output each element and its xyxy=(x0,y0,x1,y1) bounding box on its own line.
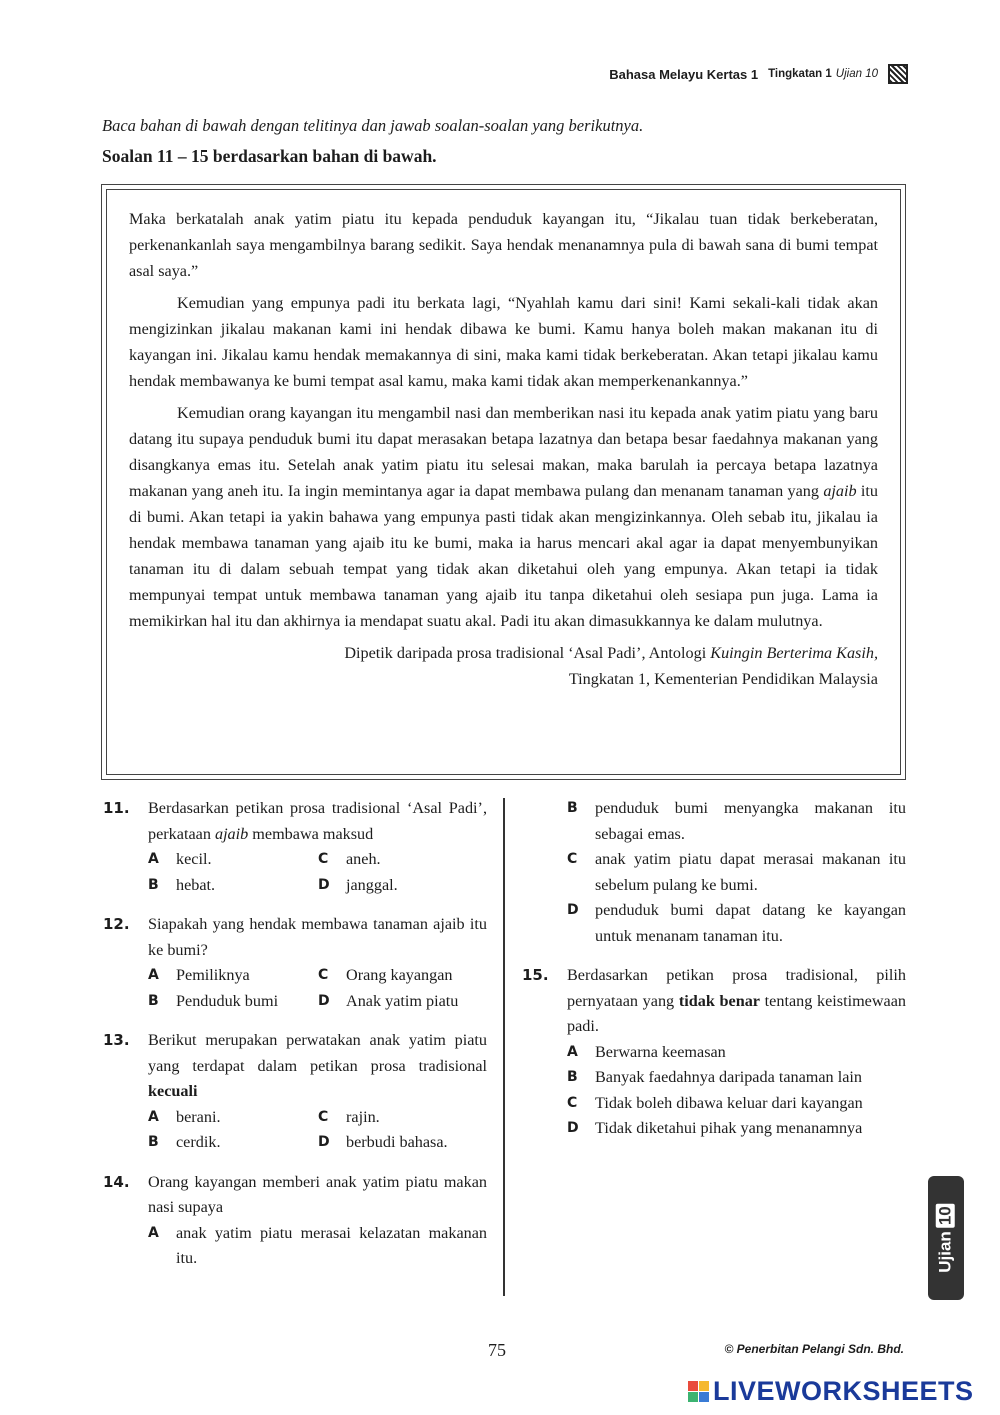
option-text: kecil. xyxy=(176,850,212,868)
option-text: cerdik. xyxy=(176,1133,221,1151)
option-text: janggal. xyxy=(346,875,398,894)
option-d[interactable] xyxy=(567,1116,906,1142)
question-14 xyxy=(103,1170,487,1272)
stem-part: membawa maksud xyxy=(248,824,374,843)
stem-bold: kecuali xyxy=(148,1082,198,1100)
option-c[interactable] xyxy=(318,1105,487,1131)
option-text: anak yatim piatu dapat merasai makanan itu sebelum pulang ke bumi. xyxy=(595,850,906,894)
side-tab-label xyxy=(936,1203,956,1272)
option-a[interactable] xyxy=(567,1040,906,1066)
options xyxy=(148,847,487,898)
column-divider xyxy=(503,798,505,1296)
passage-paragraph-1: Maka berkatalah anak yatim piatu itu kepada penduduk kayangan itu, “Jikalau tuan tidak berkeberatan, perkenankanlah saya mengambilnya barang sedikit. Saya hendak menanamnya pula di bawah sana di bumi tempat asal saya.” xyxy=(129,210,878,280)
question-stem xyxy=(567,963,906,1040)
header-title: Bahasa Melayu Kertas 1 xyxy=(609,66,759,82)
passage-source xyxy=(129,640,878,692)
option-text: Banyak faedahnya daripada tanaman lain xyxy=(595,1068,862,1086)
passage-content xyxy=(106,189,901,775)
option-letter: B xyxy=(567,800,578,816)
question-11 xyxy=(103,796,487,898)
question-number: 14. xyxy=(103,1172,130,1191)
option-b[interactable] xyxy=(148,1130,318,1156)
option-letter: A xyxy=(567,1043,578,1060)
option-letter: B xyxy=(148,992,159,1009)
question-stem xyxy=(148,1028,487,1105)
option-text: penduduk bumi dapat datang ke kayangan untuk menanam tanaman itu. xyxy=(595,901,906,945)
option-d[interactable] xyxy=(318,1130,487,1156)
option-letter: C xyxy=(318,851,329,867)
option-letter: D xyxy=(567,902,579,918)
option-text: Orang kayangan xyxy=(346,966,453,984)
question-12 xyxy=(103,912,487,1014)
stem-part: Berikut merupakan perwatakan anak yatim piatu yang terdapat dalam petikan prosa tradisional xyxy=(148,1031,487,1075)
option-text: anak yatim piatu merasai kelazatan makanan itu. xyxy=(176,1223,487,1267)
liveworksheets-watermark xyxy=(688,1376,974,1407)
option-letter: C xyxy=(318,967,329,983)
option-d[interactable] xyxy=(318,873,487,899)
option-a[interactable] xyxy=(148,1105,318,1131)
option-letter: B xyxy=(148,876,159,893)
option-c[interactable] xyxy=(318,847,487,873)
passage-p3-part-a: Kemudian orang kayangan itu mengambil nasi dan memberikan nasi itu kepada anak yatim piatu yang baru datang itu supaya penduduk bumi itu dapat merasakan betapa lazatnya dan betapa besar faedahnya makanan yang disangkanya emas itu. Setelah anak yatim piatu itu selesai makan, maka barulah ia percaya betapa lazatnya makanan yang aneh itu. Ia ingin memintanya agar ia dapat membawa pulang dan menanam tanaman yang xyxy=(129,404,878,500)
option-d[interactable] xyxy=(567,898,906,949)
option-a[interactable] xyxy=(148,963,318,989)
options xyxy=(148,1105,487,1156)
source-part-a: Dipetik daripada prosa tradisional ‘Asal Padi’, Antologi xyxy=(344,644,711,662)
passage-paragraph-3 xyxy=(129,400,878,634)
question-stem xyxy=(148,796,487,847)
option-text: berani. xyxy=(176,1107,221,1126)
option-letter: A xyxy=(148,851,159,867)
source-anthology: Kuingin Berterima Kasih, xyxy=(710,644,878,662)
option-b[interactable] xyxy=(148,989,318,1015)
option-letter: C xyxy=(567,851,578,867)
option-text: rajin. xyxy=(346,1107,380,1126)
option-a[interactable] xyxy=(148,1221,487,1272)
question-15 xyxy=(522,963,906,1142)
question-stem: Siapakah yang hendak membawa tanaman ajaib itu ke bumi? xyxy=(148,915,487,959)
question-number: 15. xyxy=(522,966,549,984)
stem-part: Berdasarkan petikan prosa tradisional ‘Asal Padi’, perkataan xyxy=(148,799,487,843)
stem-part: Berdasarkan petikan prosa tradisional, pilih pernyataan yang xyxy=(567,966,906,1010)
option-letter: D xyxy=(318,992,330,1009)
passage-p3-emphasis: ajaib xyxy=(823,482,857,500)
stem-bold: tidak benar xyxy=(678,991,760,1010)
section-title: Soalan 11 – 15 berdasarkan bahan di bawah. xyxy=(102,146,437,166)
option-c[interactable] xyxy=(567,847,906,898)
option-letter: D xyxy=(318,876,330,893)
option-text: hebat. xyxy=(176,875,216,894)
option-d[interactable] xyxy=(318,989,487,1015)
option-text: Pemiliknya xyxy=(176,966,250,984)
option-text: Penduduk bumi xyxy=(176,991,279,1010)
side-tab-text: Ujian xyxy=(936,1231,956,1273)
option-text: Anak yatim piatu xyxy=(346,991,459,1010)
option-letter: A xyxy=(148,967,159,983)
passage-paragraph-2: Kemudian yang empunya padi itu berkata lagi, “Nyahlah kamu dari sini! Kami sekali-kali tidak akan mengizinkan jikalau makanan kami ini hendak dibawa ke bumi. Kamu hanya boleh makan makanan itu di kayangan ini. Jikalau kamu hendak memakannya di sini, maka kami tidak berkeberatan. Akan tetapi jikalau kamu hendak membawanya ke bumi tempat asal kamu, maka kami tidak akan memperkenankannya.” xyxy=(129,294,878,390)
option-c[interactable] xyxy=(318,963,487,989)
page-header xyxy=(609,64,908,84)
option-a[interactable] xyxy=(148,847,318,873)
questions-right-column xyxy=(522,796,906,1156)
option-letter: A xyxy=(148,1224,159,1241)
option-text: Tidak diketahui pihak yang menanamnya xyxy=(595,1119,863,1137)
option-letter: C xyxy=(318,1108,329,1125)
option-text: Berwarna keemasan xyxy=(595,1042,726,1061)
option-text: aneh. xyxy=(346,850,381,868)
options xyxy=(567,1040,906,1142)
page-number: 75 xyxy=(488,1340,506,1360)
question-number: 11. xyxy=(103,799,130,817)
publisher-logo-icon xyxy=(888,64,908,84)
instruction-text: Baca bahan di bawah dengan telitinya dan jawab soalan-soalan yang berikutnya. xyxy=(102,116,644,135)
question-number: 12. xyxy=(103,915,130,933)
option-letter: A xyxy=(148,1108,159,1125)
option-text: Tidak boleh dibawa keluar dari kayangan xyxy=(595,1093,863,1112)
question-stem: Orang kayangan memberi anak yatim piatu makan nasi supaya xyxy=(148,1172,487,1216)
option-letter: D xyxy=(318,1134,330,1150)
option-c[interactable] xyxy=(567,1091,906,1117)
liveworksheets-logo-icon xyxy=(688,1381,709,1402)
option-letter: C xyxy=(567,1094,578,1111)
watermark-text: LIVEWORKSHEETS xyxy=(713,1376,974,1406)
stem-emphasis: ajaib xyxy=(214,824,249,843)
ujian-side-tab xyxy=(928,1176,964,1300)
option-text: penduduk bumi menyangka makanan itu sebagai emas. xyxy=(595,799,906,843)
question-13 xyxy=(103,1028,487,1156)
option-b[interactable] xyxy=(567,796,906,847)
passage-box xyxy=(101,184,906,780)
option-b[interactable] xyxy=(567,1065,906,1091)
option-text: berbudi bahasa. xyxy=(346,1133,448,1151)
stem-part: tentang keistimewaan padi. xyxy=(567,991,906,1035)
header-level: Tingkatan 1 xyxy=(768,68,832,80)
options xyxy=(148,1221,487,1272)
question-14-continued-options xyxy=(522,796,906,949)
side-tab-number: 10 xyxy=(936,1203,955,1228)
header-ujian: Ujian 10 xyxy=(835,68,878,80)
option-letter: B xyxy=(148,1134,159,1150)
option-letter: D xyxy=(567,1120,579,1136)
source-part-b: Tingkatan 1, Kementerian Pendidikan Malaysia xyxy=(568,670,878,688)
question-number: 13. xyxy=(103,1031,130,1049)
passage-p3-part-b: itu di bumi. Akan tetapi ia yakin bahawa yang empunya pasti tidak akan mengizinkannya. Oleh sebab itu, jikalau ia hendak membawa tanaman yang ajaib itu ke bumi, maka ia harus mencari akal agar ia dapat menyembunyikan tanaman itu di dalam sebuah tempat yang tidak akan diketahui oleh yang empunya. Akan tetapi ia tidak mempunyai tempat untuk membawa tanaman yang ajaib itu tanpa diketahui oleh sesiapa pun juga. Lama ia memikirkan hal itu dan akhirnya ia mendapat suatu akal. Padi itu akan dimasukkannya ke dalam mulutnya. xyxy=(129,482,879,630)
option-b[interactable] xyxy=(148,873,318,899)
questions-left-column xyxy=(103,796,487,1286)
option-letter: B xyxy=(567,1069,578,1085)
options xyxy=(148,963,487,1014)
publisher-credit: © Penerbitan Pelangi Sdn. Bhd. xyxy=(724,1342,904,1356)
